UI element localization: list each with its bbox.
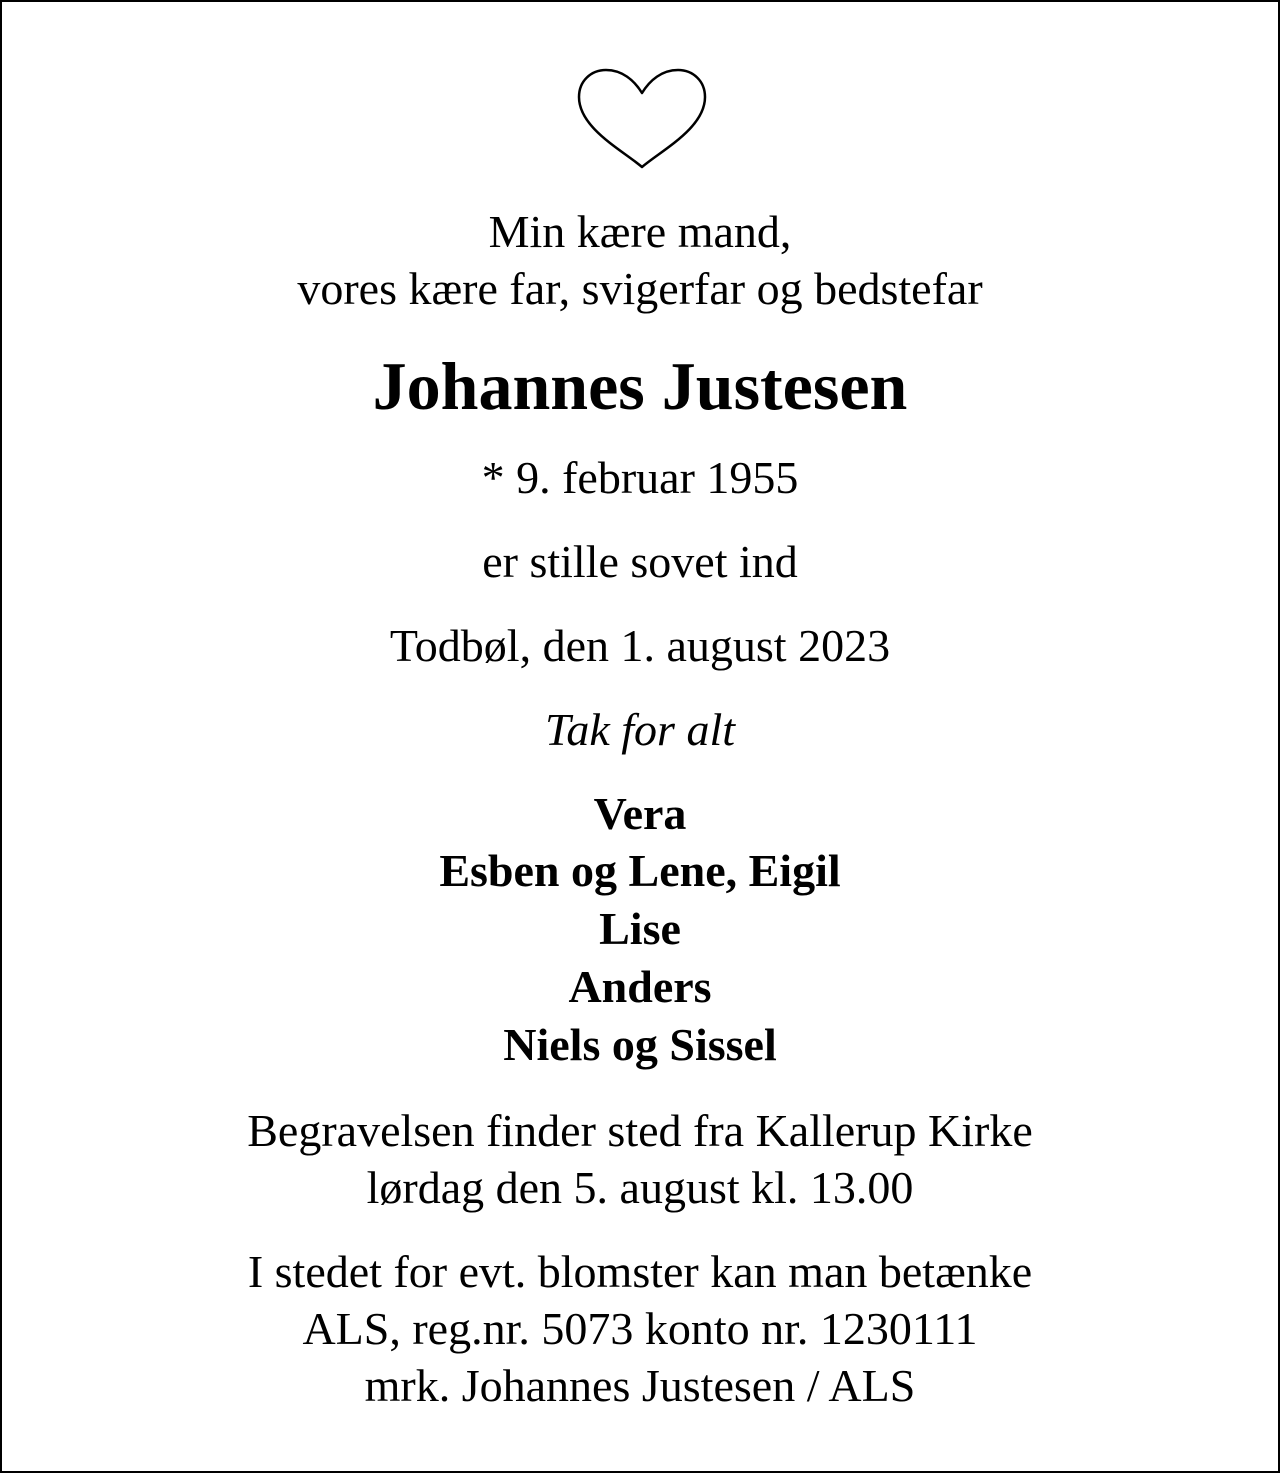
passed-text: er stille sovet ind <box>482 536 798 587</box>
donation-line-3: mrk. Johannes Justesen / ALS <box>364 1360 916 1411</box>
donation-line-2: ALS, reg.nr. 5073 konto nr. 1230111 <box>302 1303 978 1354</box>
birth-date: * 9. februar 1955 <box>481 452 799 503</box>
opening-line-1: Min kære mand, <box>488 206 792 257</box>
family-member: Esben og Lene, Eigil <box>439 845 841 896</box>
place-date: Todbøl, den 1. august 2023 <box>389 620 891 671</box>
donation-line-1: I stedet for evt. blomster kan man betænke <box>247 1246 1033 1297</box>
opening-line-2: vores kære far, svigerfar og bedstefar <box>297 263 983 314</box>
heart-icon <box>574 66 710 172</box>
family-member: Vera <box>593 788 687 839</box>
family-member: Lise <box>599 903 681 954</box>
family-member: Anders <box>568 961 712 1012</box>
family-member: Niels og Sissel <box>503 1019 777 1070</box>
funeral-line-1: Begravelsen finder sted fra Kallerup Kirke <box>247 1105 1033 1156</box>
thanks-text: Tak for alt <box>544 704 736 755</box>
deceased-name: Johannes Justesen <box>372 348 908 424</box>
funeral-line-2: lørdag den 5. august kl. 13.00 <box>366 1162 914 1213</box>
